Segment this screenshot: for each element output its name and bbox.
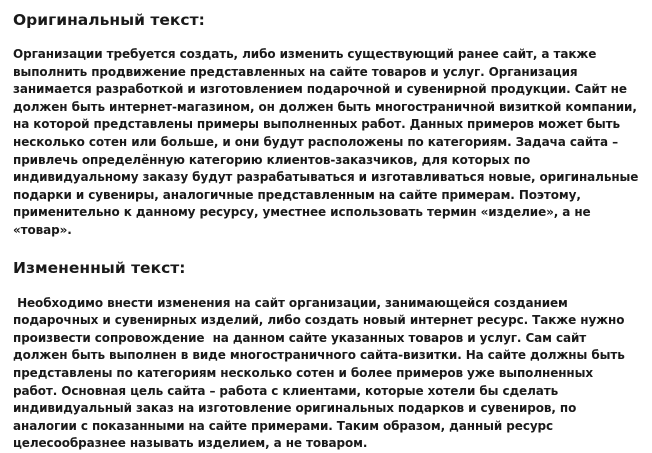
modified-text-heading: Измененный текст: <box>13 258 186 277</box>
original-text-paragraph: Организации требуется создать, либо изменить существующий ранее сайт, а также выполнить продвижение представленных на сайте товаров и услуг. Организация занимается разработкой и изготовлением подарочной и сувенирной продукции. Сайт не должен быть интернет-магазином, он должен быть многостраничной визиткой компании, на которой представлены примеры выполненных работ. Данных примеров может быть несколько сотен или больше, и они будут расположены по категориям. Задача сайта – привлечь определённую категорию клиентов-заказчиков, для которых по индивидуальному заказу будут разрабатываться и изготавливаться новые, оригинальные подарки и сувениры, аналогичные представленным на сайте примерам. Поэтому, применительно к данному ресурсу, уместнее использовать термин «изделие», а не «товар». <box>13 47 639 237</box>
modified-text-paragraph: Необходимо внести изменения на сайт организации, занимающейся созданием подарочных и сувенирных изделий, либо создать новый интернет ресурс. Также нужно произвести сопровождение на данном сайте указанных товаров и услуг. Сам сайт должен быть выполнен в виде многостраничного сайта-визитки. На сайте должны быть представлены по категориям несколько сотен и более примеров уже выполненных работ. Основная цель сайта – работа с клиентами, которые хотели бы сделать индивидуальный заказ на изготовление оригинальных подарков и сувениров, по аналогии с показанными на сайте примерами. Таким образом, данный ресурс целесообразнее называть изделием, а не товаром. <box>13 295 629 451</box>
document-page <box>13 10 641 453</box>
original-text-heading: Оригинальный текст: <box>13 11 205 29</box>
